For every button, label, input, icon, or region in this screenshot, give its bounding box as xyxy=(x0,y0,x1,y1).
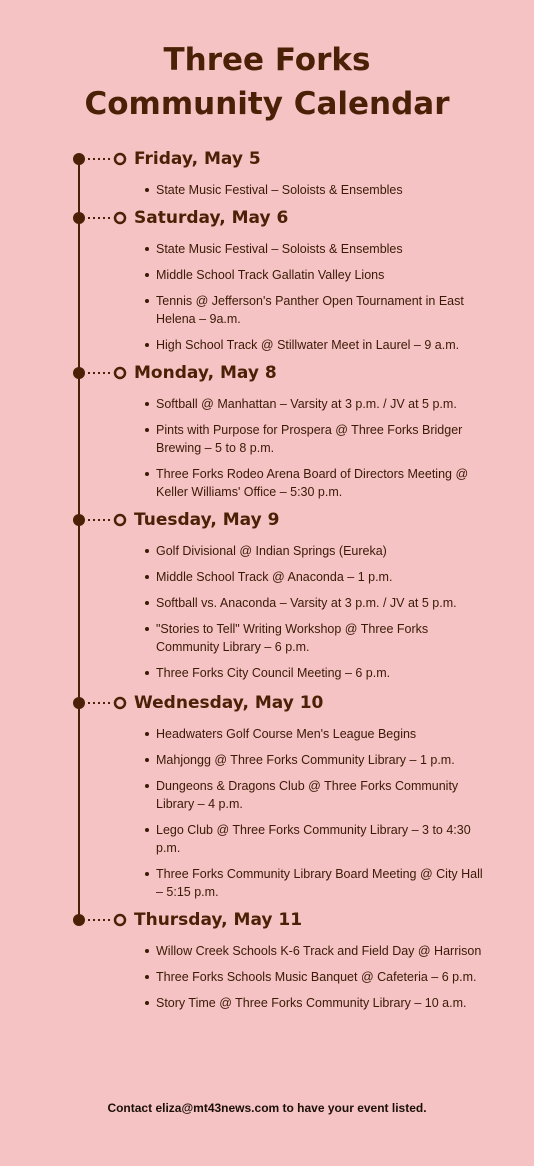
event-item: Story Time @ Three Forks Community Library – 10 a.m. xyxy=(156,994,486,1012)
event-item: Three Forks City Council Meeting – 6 p.m. xyxy=(156,664,486,682)
event-item: Lego Club @ Three Forks Community Library – 3 to 4:30 p.m. xyxy=(156,821,486,857)
event-item: Headwaters Golf Course Men's League Begins xyxy=(156,725,486,743)
event-item: "Stories to Tell" Writing Workshop @ Three Forks Community Library – 6 p.m. xyxy=(156,620,486,656)
day-heading: Thursday, May 11 xyxy=(134,910,303,930)
event-item: Golf Divisional @ Indian Springs (Eureka) xyxy=(156,542,486,560)
event-item: State Music Festival – Soloists & Ensembles xyxy=(156,181,486,199)
timeline-marker-icon xyxy=(72,513,128,527)
day-heading: Monday, May 8 xyxy=(134,363,277,383)
event-list xyxy=(156,181,486,207)
timeline-marker-icon xyxy=(72,913,128,927)
timeline-marker-icon xyxy=(72,366,128,380)
event-item: Tennis @ Jefferson's Panther Open Tournament in East Helena – 9a.m. xyxy=(156,292,486,328)
event-item: Mahjongg @ Three Forks Community Library – 1 p.m. xyxy=(156,751,486,769)
event-item: Three Forks Rodeo Arena Board of Directors Meeting @ Keller Williams' Office – 5:30 p.m. xyxy=(156,465,486,501)
event-item: Three Forks Community Library Board Meeting @ City Hall – 5:15 p.m. xyxy=(156,865,486,901)
event-list xyxy=(156,542,486,690)
event-item: Middle School Track @ Anaconda – 1 p.m. xyxy=(156,568,486,586)
event-item: Three Forks Schools Music Banquet @ Cafeteria – 6 p.m. xyxy=(156,968,486,986)
event-item: Willow Creek Schools K-6 Track and Field Day @ Harrison xyxy=(156,942,486,960)
event-list xyxy=(156,240,486,362)
event-item: Softball @ Manhattan – Varsity at 3 p.m. / JV at 5 p.m. xyxy=(156,395,486,413)
event-item: Pints with Purpose for Prospera @ Three Forks Bridger Brewing – 5 to 8 p.m. xyxy=(156,421,486,457)
title-line-1: Three Forks xyxy=(163,42,371,78)
title-line-2: Community Calendar xyxy=(84,86,450,122)
timeline-line xyxy=(78,158,80,920)
event-list xyxy=(156,725,486,909)
event-list xyxy=(156,395,486,509)
contact-footer: Contact eliza@mt43news.com to have your event listed. xyxy=(107,1101,427,1115)
day-heading: Wednesday, May 10 xyxy=(134,693,324,713)
event-item: High School Track @ Stillwater Meet in Laurel – 9 a.m. xyxy=(156,336,486,354)
day-heading: Tuesday, May 9 xyxy=(134,510,280,530)
day-heading: Saturday, May 6 xyxy=(134,208,289,228)
timeline-marker-icon xyxy=(72,211,128,225)
event-list xyxy=(156,942,486,1020)
page-title xyxy=(0,38,534,126)
timeline-marker-icon xyxy=(72,152,128,166)
day-heading: Friday, May 5 xyxy=(134,149,261,169)
timeline-marker-icon xyxy=(72,696,128,710)
event-item: Dungeons & Dragons Club @ Three Forks Community Library – 4 p.m. xyxy=(156,777,486,813)
event-item: Softball vs. Anaconda – Varsity at 3 p.m. / JV at 5 p.m. xyxy=(156,594,486,612)
event-item: Middle School Track Gallatin Valley Lions xyxy=(156,266,486,284)
event-item: State Music Festival – Soloists & Ensembles xyxy=(156,240,486,258)
